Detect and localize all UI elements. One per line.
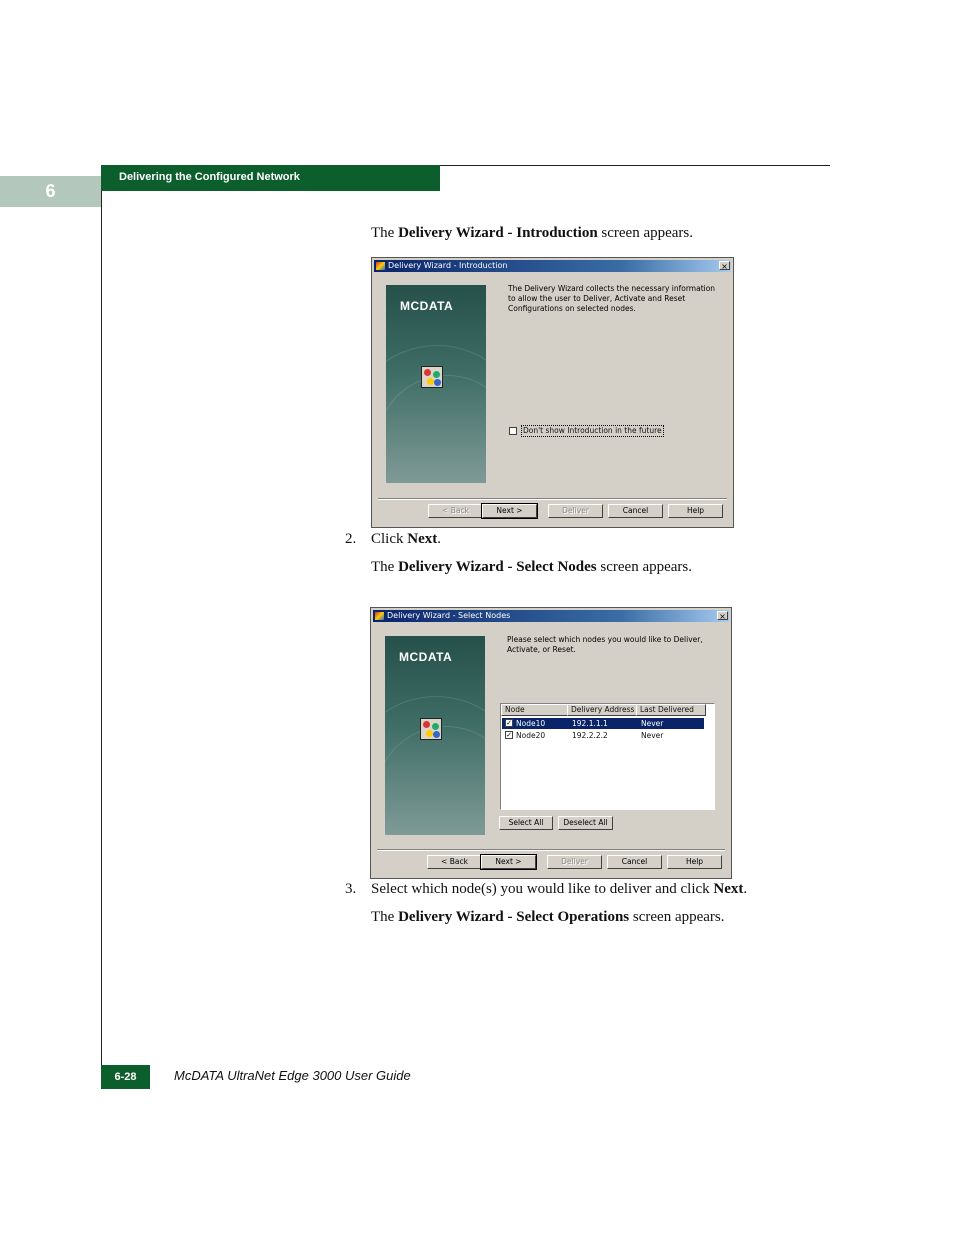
button-separator: [378, 498, 727, 500]
cancel-button[interactable]: Cancel: [607, 855, 662, 869]
next-button[interactable]: Next >: [482, 504, 537, 518]
chapter-tab: 6: [0, 176, 101, 207]
intro-description: The Delivery Wizard collects the necessary information to allow the user to Deliver, Activate and Reset Configurations on selected nodes.: [508, 284, 716, 313]
node-name: Node10: [516, 719, 546, 728]
wizard-banner: [385, 636, 485, 835]
mcdata-logo: MCDATA: [399, 650, 453, 664]
node-checkbox[interactable]: ✓: [506, 731, 512, 739]
deliver-button[interactable]: Deliver: [547, 855, 602, 869]
wizard-app-icon: [376, 262, 385, 270]
back-button[interactable]: < Back: [428, 504, 483, 518]
cancel-button[interactable]: Cancel: [608, 504, 663, 518]
step3-result: The Delivery Wizard - Select Operations screen appears.: [371, 909, 725, 925]
dont-show-intro-label[interactable]: Don't show Introduction in the future: [523, 426, 662, 435]
select-all-button[interactable]: Select All: [499, 816, 553, 830]
step2-text: Click Next.: [371, 531, 441, 547]
help-button[interactable]: Help: [667, 855, 722, 869]
close-icon[interactable]: ×: [717, 611, 728, 620]
column-header-last-delivered[interactable]: Last Delivered: [636, 704, 706, 716]
wizard-graphic-icon: [421, 366, 443, 388]
page-number: 6-28: [101, 1065, 150, 1089]
dont-show-intro-checkbox[interactable]: [509, 427, 517, 435]
node-list[interactable]: [500, 703, 715, 810]
deselect-all-button[interactable]: Deselect All: [558, 816, 613, 830]
node-last-delivered: Never: [641, 731, 664, 740]
help-button[interactable]: Help: [668, 504, 723, 518]
banner-arc: [386, 375, 486, 483]
next-button[interactable]: Next >: [481, 855, 536, 869]
step-number: 3.: [345, 881, 357, 897]
section-header: Delivering the Configured Network: [101, 165, 440, 191]
table-row[interactable]: [502, 730, 704, 741]
dialog-title: Delivery Wizard - Introduction: [388, 261, 508, 270]
intro-paragraph: The Delivery Wizard - Introduction screen appears.: [371, 225, 694, 241]
close-icon[interactable]: ×: [719, 261, 730, 270]
column-header-delivery-address[interactable]: Delivery Address: [567, 704, 637, 716]
deliver-button[interactable]: Deliver: [548, 504, 603, 518]
wizard-banner: [386, 285, 486, 483]
column-header-node[interactable]: Node: [501, 704, 568, 716]
step2-result: The Delivery Wizard - Select Nodes screen appears.: [371, 559, 693, 575]
node-name: Node20: [516, 731, 546, 740]
dialog-title: Delivery Wizard - Select Nodes: [387, 611, 511, 620]
delivery-wizard-introduction-dialog: [371, 257, 734, 528]
banner-arc: [385, 726, 485, 835]
button-separator: [377, 849, 725, 851]
node-address: 192.1.1.1: [572, 719, 608, 728]
back-button[interactable]: < Back: [427, 855, 482, 869]
mcdata-logo: MCDATA: [400, 299, 454, 313]
wizard-app-icon: [375, 612, 384, 620]
guide-title: McDATA UltraNet Edge 3000 User Guide: [174, 1068, 411, 1083]
node-address: 192.2.2.2: [572, 731, 608, 740]
dialog-titlebar: [373, 610, 729, 622]
select-nodes-description: Please select which nodes you would like to Deliver, Activate, or Reset.: [507, 635, 703, 654]
table-row[interactable]: [502, 718, 704, 729]
delivery-wizard-select-nodes-dialog: [370, 607, 732, 879]
step3-text: Select which node(s) you would like to deliver and click Next.: [371, 881, 748, 897]
margin-rule: [101, 165, 102, 1089]
step-number: 2.: [345, 531, 357, 547]
dialog-titlebar: [374, 260, 731, 272]
node-checkbox[interactable]: ✓: [506, 719, 512, 727]
node-last-delivered: Never: [641, 719, 664, 728]
wizard-graphic-icon: [420, 718, 442, 740]
